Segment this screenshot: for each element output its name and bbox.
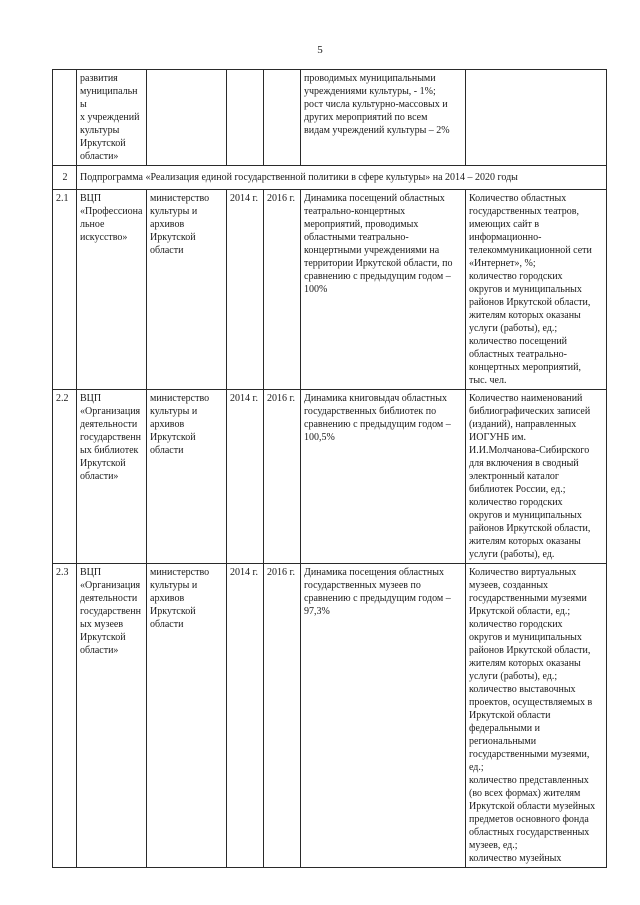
cell-executor: министерство культуры и архивов Иркутской области bbox=[147, 564, 227, 868]
cell-start-year: 2014 г. bbox=[227, 564, 264, 868]
cell-num: 2.2 bbox=[53, 390, 77, 564]
table-row bbox=[53, 190, 607, 390]
cell-indicators bbox=[466, 70, 607, 166]
cell-indicators: Количество наименований библиографических записей (изданий), направленных ИОГУНБ им. И.И.Молчанова-Сибирского для включения в сводный электронный каталог библиотек России, ед.; количество городских округов и муниципальных районов Иркутской области, жителям которых оказаны услуги (работы), ед. bbox=[466, 390, 607, 564]
cell-activity-name: ВЦП «Профессиона льное искусство» bbox=[77, 190, 147, 390]
cell-end-year: 2016 г. bbox=[264, 564, 301, 868]
cell-num: 2.3 bbox=[53, 564, 77, 868]
cell-expected-result: проводимых муниципальными учреждениями культуры, - 1%; рост числа культурно-массовых и других мероприятий по всем видам учреждений культуры – 2% bbox=[301, 70, 466, 166]
table-row bbox=[53, 564, 607, 868]
cell-end-year: 2016 г. bbox=[264, 190, 301, 390]
cell-indicators: Количество областных государственных театров, имеющих сайт в информационно- телекоммуникационной сети «Интернет», %; количество городских округов и муниципальных районов Иркутской области, жителям которых оказаны услуги (работы), ед.; количество посещений областных театрально- концертных мероприятий, тыс. чел. bbox=[466, 190, 607, 390]
cell-start-year bbox=[227, 70, 264, 166]
cell-start-year: 2014 г. bbox=[227, 190, 264, 390]
cell-expected-result: Динамика посещения областных государственных музеев по сравнению с предыдущим годом – 97,3% bbox=[301, 564, 466, 868]
cell-expected-result: Динамика книговыдач областных государственных библиотек по сравнению с предыдущим годом – 100,5% bbox=[301, 390, 466, 564]
cell-expected-result: Динамика посещений областных театрально-концертных мероприятий, проводимых областными театрально- концертными учреждениями на территории Иркутской области, по сравнению с предыдущим годом – 100% bbox=[301, 190, 466, 390]
cell-start-year: 2014 г. bbox=[227, 390, 264, 564]
cell-executor bbox=[147, 70, 227, 166]
table-row-subprogram bbox=[53, 166, 607, 190]
cell-activity-name: ВЦП «Организация деятельности государственн ых библиотек Иркутской области» bbox=[77, 390, 147, 564]
program-table bbox=[52, 69, 607, 868]
cell-executor: министерство культуры и архивов Иркутской области bbox=[147, 190, 227, 390]
table-row-continuation bbox=[53, 70, 607, 166]
cell-end-year bbox=[264, 70, 301, 166]
cell-num bbox=[53, 70, 77, 166]
table-row bbox=[53, 390, 607, 564]
cell-indicators: Количество виртуальных музеев, созданных государственными музеями Иркутской области, ед.; количество городских округов и муниципальных районов Иркутской области, жителям которых оказаны услуги (работы), ед.; количество выставочных проектов, осуществляемых в Иркутской области федеральными и региональными государственными музеями, ед.; количество представленных (во всех формах) жителям Иркутской области музейных предметов основного фонда областных государственных музеев, ед.; количество музейных bbox=[466, 564, 607, 868]
subprogram-title: Подпрограмма «Реализация единой государственной политики в сфере культуры» на 2014 – 2020 годы bbox=[77, 166, 607, 190]
cell-end-year: 2016 г. bbox=[264, 390, 301, 564]
cell-activity-name: ВЦП «Организация деятельности государственн ых музеев Иркутской области» bbox=[77, 564, 147, 868]
cell-num: 2 bbox=[53, 166, 77, 190]
cell-executor: министерство культуры и архивов Иркутской области bbox=[147, 390, 227, 564]
cell-activity-name: развития муниципальны х учреждений культуры Иркутской области» bbox=[77, 70, 147, 166]
page-number: 5 bbox=[317, 44, 323, 56]
cell-num: 2.1 bbox=[53, 190, 77, 390]
